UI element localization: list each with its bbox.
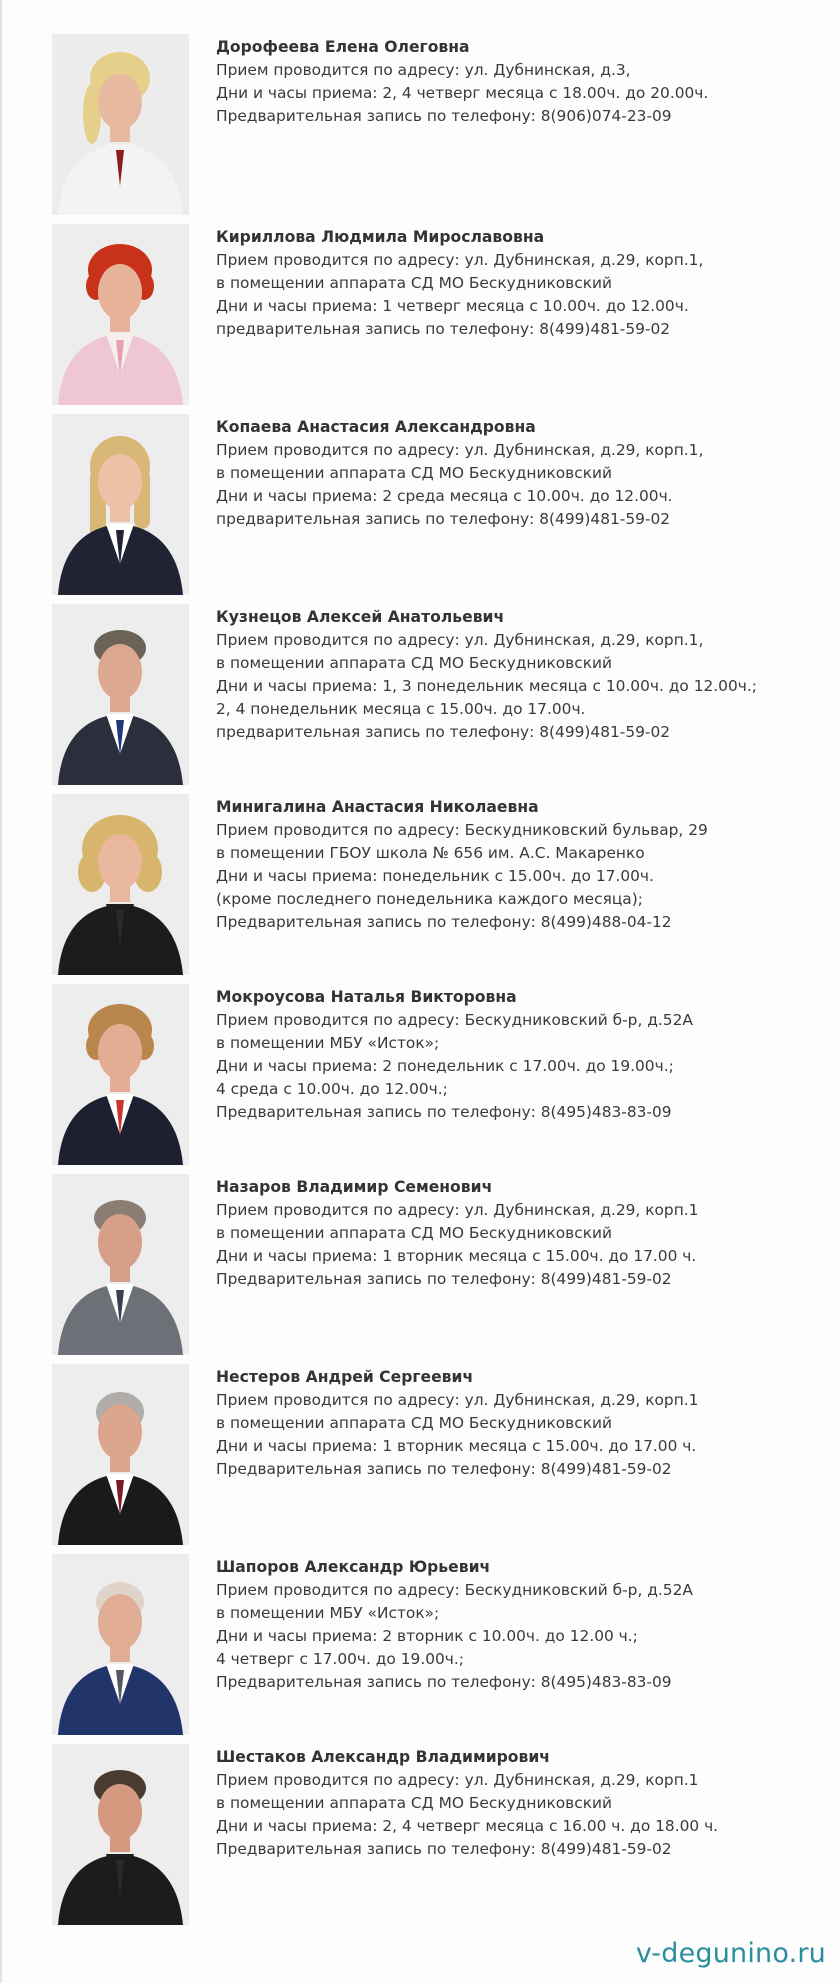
reception-detail-line: Прием проводится по адресу: ул. Дубнинская, д.29, корп.1, [216, 441, 704, 459]
deputy-entry [52, 1174, 832, 1354]
deputy-photo [52, 1364, 189, 1545]
deputy-info [216, 416, 836, 531]
deputy-name: Кузнецов Алексей Анатольевич [216, 608, 505, 626]
deputy-info [216, 1176, 836, 1291]
reception-detail-line: Прием проводится по адресу: Бескудниковский бульвар, 29 [216, 821, 708, 839]
deputy-photo [52, 1554, 189, 1735]
deputy-entry [52, 794, 832, 974]
deputy-photo [52, 984, 189, 1165]
deputy-name: Назаров Владимир Семенович [216, 1178, 493, 1196]
reception-detail-line: в помещении МБУ «Исток»; [216, 1034, 440, 1052]
deputy-photo [52, 414, 189, 595]
deputy-info [216, 1746, 836, 1861]
deputy-photo [52, 1174, 189, 1355]
reception-detail-line: в помещении ГБОУ школа № 656 им. А.С. Макаренко [216, 844, 645, 862]
deputy-entry [52, 1554, 832, 1734]
reception-detail-line: Дни и часы приема: 2 среда месяца с 10.00ч. до 12.00ч. [216, 487, 673, 505]
reception-detail-line: Предварительная запись по телефону: 8(499)481-59-02 [216, 1460, 672, 1478]
deputy-entry [52, 414, 832, 594]
deputy-name: Дорофеева Елена Олеговна [216, 38, 470, 56]
reception-detail-line: в помещении аппарата СД МО Бескудниковский [216, 1224, 613, 1242]
deputy-entry [52, 34, 832, 214]
deputy-entry [52, 1364, 832, 1544]
reception-detail-line: в помещении аппарата СД МО Бескудниковский [216, 464, 613, 482]
reception-detail-line: Прием проводится по адресу: ул. Дубнинская, д.3, [216, 61, 631, 79]
reception-detail-line: 4 четверг с 17.00ч. до 19.00ч.; [216, 1650, 464, 1668]
reception-detail-line: Дни и часы приема: 2 вторник с 10.00ч. до 12.00 ч.; [216, 1627, 638, 1645]
deputy-photo [52, 1744, 189, 1925]
reception-detail-line: Прием проводится по адресу: Бескудниковский б-р, д.52А [216, 1581, 693, 1599]
deputy-info [216, 986, 836, 1124]
deputy-entry [52, 984, 832, 1164]
reception-detail-line: Дни и часы приема: 2 понедельник с 17.00ч. до 19.00ч.; [216, 1057, 674, 1075]
deputy-entry [52, 1744, 832, 1924]
reception-detail-line: в помещении аппарата СД МО Бескудниковский [216, 1414, 613, 1432]
reception-detail-line: предварительная запись по телефону: 8(499)481-59-02 [216, 320, 671, 338]
reception-detail-line: Дни и часы приема: понедельник с 15.00ч. до 17.00ч. [216, 867, 654, 885]
deputy-name: Копаева Анастасия Александровна [216, 418, 536, 436]
reception-detail-line: в помещении аппарата СД МО Бескудниковский [216, 1794, 613, 1812]
reception-detail-line: Прием проводится по адресу: ул. Дубнинская, д.29, корп.1 [216, 1391, 699, 1409]
reception-detail-line: Прием проводится по адресу: ул. Дубнинская, д.29, корп.1 [216, 1201, 699, 1219]
site-watermark: v-degunino.ru [635, 1938, 826, 1969]
reception-detail-line: предварительная запись по телефону: 8(499)481-59-02 [216, 510, 671, 528]
deputy-photo [52, 224, 189, 405]
page-left-border [0, 0, 2, 1983]
deputy-name: Шапоров Александр Юрьевич [216, 1558, 491, 1576]
deputy-name: Мокроусова Наталья Викторовна [216, 988, 517, 1006]
deputy-name: Нестеров Андрей Сергеевич [216, 1368, 474, 1386]
reception-detail-line: Дни и часы приема: 2, 4 четверг месяца с 18.00ч. до 20.00ч. [216, 84, 709, 102]
deputy-info [216, 1556, 836, 1694]
deputy-photo [52, 34, 189, 215]
reception-detail-line: Предварительная запись по телефону: 8(495)483-83-09 [216, 1673, 672, 1691]
deputy-info [216, 36, 836, 128]
reception-detail-line: Предварительная запись по телефону: 8(499)481-59-02 [216, 1270, 672, 1288]
reception-detail-line: предварительная запись по телефону: 8(499)481-59-02 [216, 723, 671, 741]
reception-detail-line: Предварительная запись по телефону: 8(499)481-59-02 [216, 1840, 672, 1858]
reception-detail-line: 2, 4 понедельник месяца с 15.00ч. до 17.00ч. [216, 700, 586, 718]
reception-detail-line: Дни и часы приема: 1 вторник месяца с 15.00ч. до 17.00 ч. [216, 1247, 697, 1265]
reception-detail-line: (кроме последнего понедельника каждого месяца); [216, 890, 643, 908]
deputy-info [216, 796, 836, 934]
deputy-info [216, 606, 836, 744]
reception-detail-line: Дни и часы приема: 1 вторник месяца с 15.00ч. до 17.00 ч. [216, 1437, 697, 1455]
reception-detail-line: Предварительная запись по телефону: 8(495)483-83-09 [216, 1103, 672, 1121]
reception-detail-line: Предварительная запись по телефону: 8(906)074-23-09 [216, 107, 672, 125]
reception-detail-line: Дни и часы приема: 1 четверг месяца с 10.00ч. до 12.00ч. [216, 297, 689, 315]
deputy-photo [52, 604, 189, 785]
reception-detail-line: 4 среда с 10.00ч. до 12.00ч.; [216, 1080, 448, 1098]
deputy-name: Кириллова Людмила Мирославовна [216, 228, 545, 246]
reception-detail-line: в помещении МБУ «Исток»; [216, 1604, 440, 1622]
deputy-name: Шестаков Александр Владимирович [216, 1748, 551, 1766]
reception-detail-line: Прием проводится по адресу: ул. Дубнинская, д.29, корп.1, [216, 631, 704, 649]
reception-detail-line: Прием проводится по адресу: ул. Дубнинская, д.29, корп.1 [216, 1771, 699, 1789]
deputy-list [52, 34, 832, 1934]
deputy-photo [52, 794, 189, 975]
deputy-info [216, 226, 836, 341]
deputy-info [216, 1366, 836, 1481]
reception-detail-line: Прием проводится по адресу: ул. Дубнинская, д.29, корп.1, [216, 251, 704, 269]
deputy-entry [52, 224, 832, 404]
reception-detail-line: Дни и часы приема: 2, 4 четверг месяца с 16.00 ч. до 18.00 ч. [216, 1817, 719, 1835]
reception-detail-line: Дни и часы приема: 1, 3 понедельник месяца с 10.00ч. до 12.00ч.; [216, 677, 757, 695]
reception-detail-line: Прием проводится по адресу: Бескудниковский б-р, д.52А [216, 1011, 693, 1029]
deputy-entry [52, 604, 832, 784]
deputy-name: Минигалина Анастасия Николаевна [216, 798, 539, 816]
reception-detail-line: в помещении аппарата СД МО Бескудниковский [216, 274, 613, 292]
reception-detail-line: в помещении аппарата СД МО Бескудниковский [216, 654, 613, 672]
reception-detail-line: Предварительная запись по телефону: 8(499)488-04-12 [216, 913, 672, 931]
